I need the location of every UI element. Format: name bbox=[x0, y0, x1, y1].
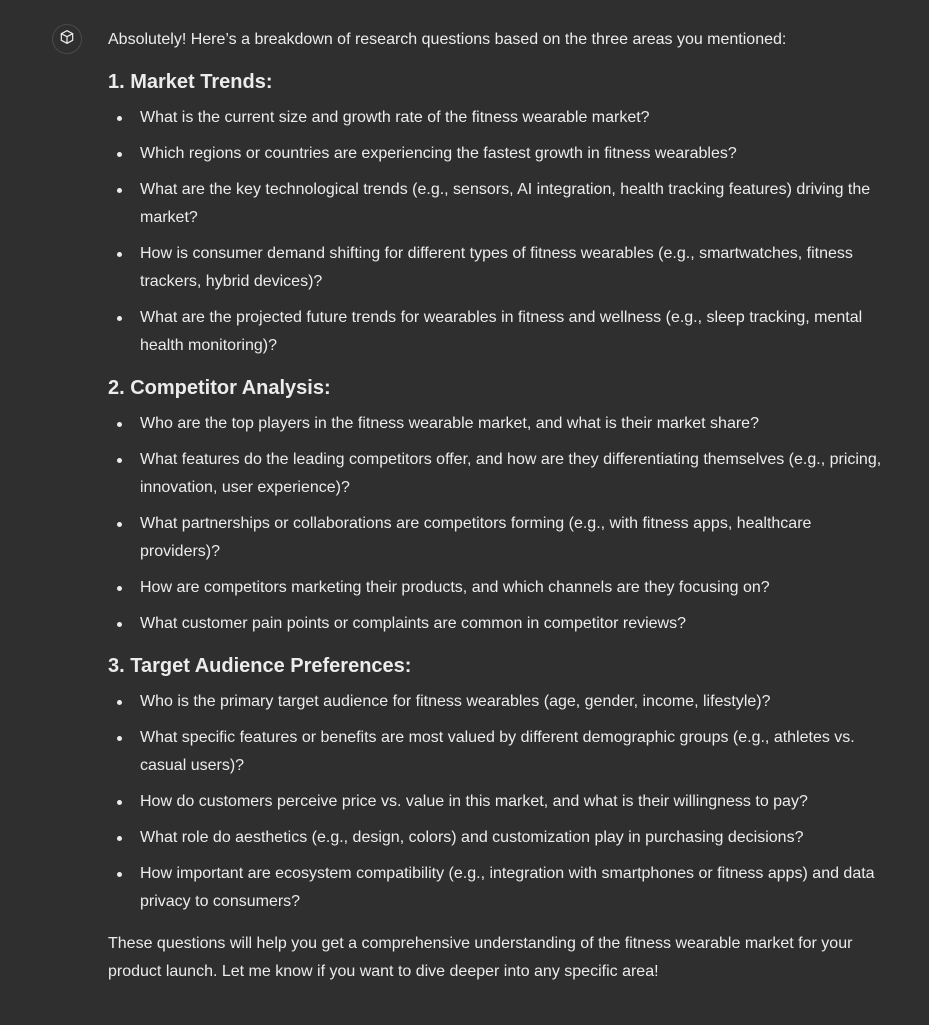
section-competitor-analysis bbox=[108, 374, 888, 638]
list-item: What specific features or benefits are most valued by different demographic groups (e.g., athletes vs. casual users)? bbox=[108, 724, 888, 780]
list-item: Which regions or countries are experiencing the fastest growth in fitness wearables? bbox=[108, 140, 888, 168]
list-item: Who are the top players in the fitness wearable market, and what is their market share? bbox=[108, 410, 888, 438]
assistant-message bbox=[108, 26, 888, 986]
list-item: How is consumer demand shifting for different types of fitness wearables (e.g., smartwatches, fitness trackers, hybrid devices)? bbox=[108, 240, 888, 296]
message-outro: These questions will help you get a comprehensive understanding of the fitness wearable market for your product launch. Let me know if you want to dive deeper into any specific area! bbox=[108, 935, 853, 980]
list-item: How do customers perceive price vs. value in this market, and what is their willingness to pay? bbox=[108, 788, 888, 816]
question-list bbox=[108, 688, 888, 916]
section-title: 1. Market Trends: bbox=[108, 71, 273, 93]
list-item: What are the key technological trends (e.g., sensors, AI integration, health tracking features) driving the market? bbox=[108, 176, 888, 232]
list-item: How important are ecosystem compatibility (e.g., integration with smartphones or fitness apps) and data privacy to consumers? bbox=[108, 860, 888, 916]
cube-icon bbox=[59, 29, 75, 50]
list-item: What partnerships or collaborations are competitors forming (e.g., with fitness apps, healthcare providers)? bbox=[108, 510, 888, 566]
list-item: What are the projected future trends for wearables in fitness and wellness (e.g., sleep tracking, mental health monitoring)? bbox=[108, 304, 888, 360]
list-item: What features do the leading competitors offer, and how are they differentiating themselves (e.g., pricing, innovation, user experience)? bbox=[108, 446, 888, 502]
section-market-trends bbox=[108, 68, 888, 360]
list-item: Who is the primary target audience for fitness wearables (age, gender, income, lifestyle)? bbox=[108, 688, 888, 716]
list-item: What is the current size and growth rate of the fitness wearable market? bbox=[108, 104, 888, 132]
question-list bbox=[108, 410, 888, 638]
section-target-audience bbox=[108, 652, 888, 916]
list-item: What customer pain points or complaints are common in competitor reviews? bbox=[108, 610, 888, 638]
list-item: How are competitors marketing their products, and which channels are they focusing on? bbox=[108, 574, 888, 602]
list-item: What role do aesthetics (e.g., design, colors) and customization play in purchasing decisions? bbox=[108, 824, 888, 852]
question-list bbox=[108, 104, 888, 360]
section-title: 2. Competitor Analysis: bbox=[108, 377, 331, 399]
section-title: 3. Target Audience Preferences: bbox=[108, 655, 412, 677]
assistant-avatar bbox=[52, 24, 82, 54]
message-intro: Absolutely! Here’s a breakdown of research questions based on the three areas you mentioned: bbox=[108, 31, 787, 48]
